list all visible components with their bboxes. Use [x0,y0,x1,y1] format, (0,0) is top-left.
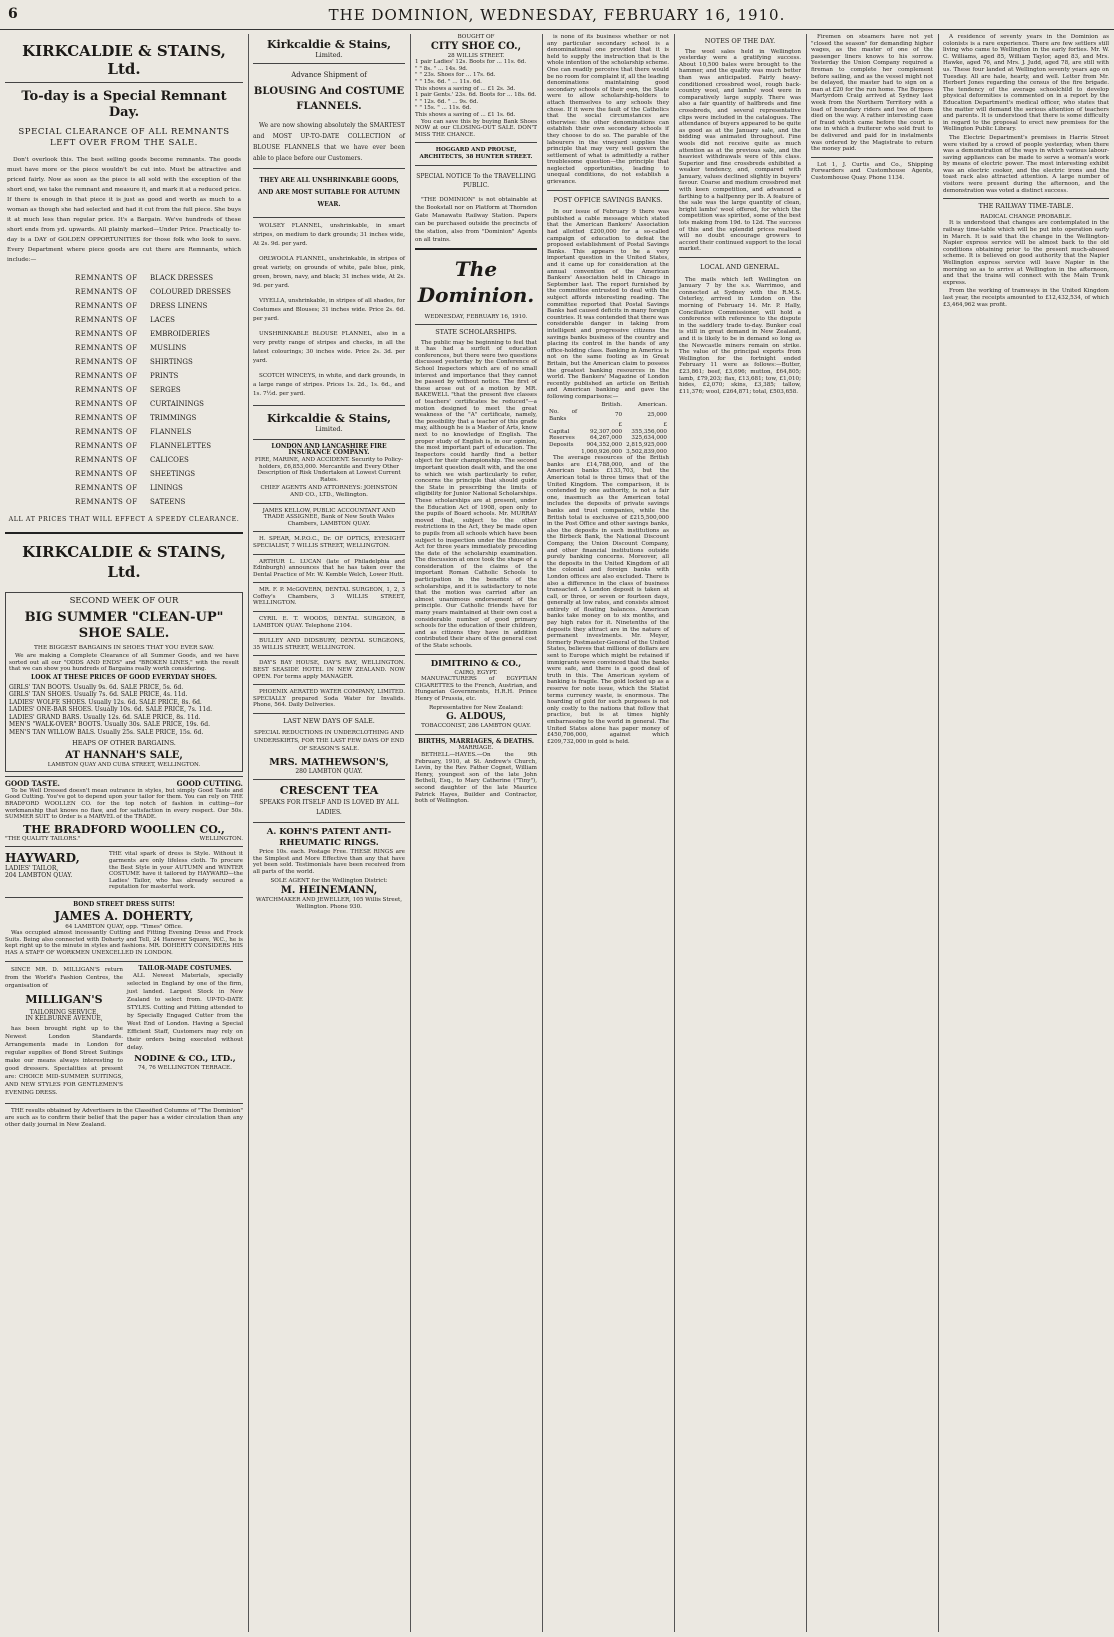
divider [253,611,405,612]
clearance-footer: ALL AT PRICES THAT WILL EFFECT A SPEEDY CLEARANCE. [8,516,240,523]
hayward-ad [5,851,243,893]
remnant-row [75,327,243,341]
hayward-body: THE vital spark of dress is Style. Without it garments are only lifeless cloth. To procure the Best Style in your AUTUMN and WINTER COSTUME have it tailored by HAYWARD—the Ladies' Tailor, who has already secured a reputation for masterful work. [109,851,243,891]
limited-label-2: Limited. [315,425,343,434]
divider [253,713,405,714]
table-row [547,402,669,409]
city-shoe-line: " " 15s. 6d. " ... 11s. 6d. [415,78,482,85]
sale-subtitle: THE BIGGEST BARGAINS IN SHOES THAT YOU EVER SAW. [34,644,214,651]
doherty-name: JAMES A. DOHERTY, [54,908,194,923]
remnant-row [75,369,243,383]
divider [415,142,537,143]
masthead [0,0,1114,30]
crescent-subtitle: SPEAKS FOR ITSELF AND IS LOVED BY ALL LADIES. [259,799,399,817]
doherty-heading: BOND STREET DRESS SUITS! [73,900,175,908]
table-cell: British. [601,402,623,409]
remnant-row [75,411,243,425]
dominion-nameplate: The Dominion. [417,256,535,307]
divider [253,63,405,64]
remnant-day-headline: To-day is a Special Remnant Day. [21,89,227,120]
table-cell [547,422,579,429]
divider [547,190,669,191]
city-shoe-line: This shows a saving of ... £1 2s. 3d. [415,85,516,92]
unshrinkable-note: THEY ARE ALL UNSHRINKABLE GOODS, AND ARE MOST SUITABLE FOR AUTUMN WEAR. [258,177,400,209]
limited-label: Limited. [315,51,343,59]
shoe-price-row: LADIES' GRAND BARS. Usually 12s. 6d. SALE PRICE, 8s. 11d. [9,713,201,721]
remnant-item: FLANNELETTES [150,442,212,450]
article-continued: is none of its business whether or not any particular secondary school is a denominational one provided that it is held to supply the instruction that is the whole intention of the scholarship scheme. One can readily perceive that there would be no room for complaint if, all the leading denominations maintaining good secondary schools of their own, the State were to allow scholarship-holders to attach themselves to any schools they chose. If it were the fault of the Catholics that the social circumstances are otherwise: the other denominations can establish their own secondary schools if they choose to do so. The parable of the labourers in the vineyard supplies the principle that may very well govern the settlement of what is admittedly a rather troublesome question—the principle that neglected opportunities, leading to unequal conditions, do not establish a grievance. [547,34,669,186]
remnant-row [75,495,243,509]
divider [253,531,405,532]
last-new-days: LAST NEW DAYS OF SALE. [283,717,375,725]
remnant-row [75,383,243,397]
table-row [547,435,669,442]
sole-agent-label: SOLE AGENT for the Wellington District: [270,877,388,884]
bradford-tagline-row [5,836,243,843]
classified-results-notice: THE results obtained by Advertisers in the Classified Columns of "The Dominion" are such as to confirm their belief that the paper has a wider circulation than any other daily journal in New Zealand. [5,1107,243,1128]
divider [943,198,1109,199]
remnant-label: REMNANTS OF [75,372,138,380]
table-cell: Reserves [549,435,575,442]
table-row [547,409,669,422]
shoe-price-row: GIRLS' TAN BOOTS. Usually 9s. 6d. SALE PRICE, 5s. 6d. [9,683,184,691]
column-1-advertisements [2,34,246,1632]
bradford-town: WELLINGTON. [199,835,243,842]
special-notice: SPECIAL NOTICE To the TRAVELLING PUBLIC. [416,172,536,189]
shoe-price-row: GIRLS' TAN SHOES. Usually 7s. 6d. SALE PRICE, 4s. 11d. [9,691,188,699]
shoe-price-row: LADIES' WOLFE SHOES. Usually 12s. 6d. SALE PRICE, 8s. 6d. [9,698,202,706]
flannel-item: SCOTCH WINCEYS, in white, and dark grounds, in a large range of stripes. Prices 1s. 2d., 1s. 6d., and 1s. 7½d. per yard. [253,373,405,398]
doherty-address: 64 LAMBTON QUAY, opp. "Times" Office. [65,923,183,930]
divider [253,655,405,656]
city-shoe-line: 1 pair Ladies' 12s. Boots for ... 11s. 6d. [415,59,527,66]
divider [253,168,405,169]
column-rule [806,34,807,1632]
spear-ad: H. SPEAR, M.P.O.C., Dr. OF OPTICS, EYESIGHT SPECIALIST, 7 WILLIS STREET, WELLINGTON. [253,536,405,549]
local-general-body: The mails which left Wellington on January 7 by the s.s. Warrimoo, and connected at Sydney with the R.M.S. Osterley, arrived in London on the morning of February 14. Mr. P. Hally, Conciliation Commissioner, will hold a conference with reference to the dispute in the saddlery trade to-day. Bunker coal is still in great demand in New Zealand, and it is likely to be in demand so long as the Newcastle miners remain on strike. The value of the principal exports from Wellington for the fortnight ended February 11 were as follows:—Butter, £23,861; beef, £3,696; mutton, £64,805; lamb, £79,203; flax, £13,681; tow, £1,010; hides, £2,070; skins, £3,385; tallow, £11,376; wool, £264,871; total, £503,658. [679,276,801,395]
remnant-label: REMNANTS OF [75,414,138,422]
advance-shipment: Advance Shipment of [291,70,367,79]
remnant-item: BLACK DRESSES [150,274,214,282]
railway-headline: THE RAILWAY TIME-TABLE. [978,202,1074,211]
city-shoe-line: 1 pair Gents.' 23s. 6d. Boots for ... 18s. 6d. [415,92,537,99]
remnant-label: REMNANTS OF [75,386,138,394]
milligan-name: MILLIGAN'S [25,992,103,1006]
table-row [547,442,669,449]
special-reductions: SPECIAL REDUCTIONS IN UNDERCLOTHING AND UNDERSKIRTS, FOR THE LAST FEW DAYS OF END OF SEASON'S SALE. [253,729,405,752]
city-shoe-line: " " 8s. " ... 14s. 9d. [415,65,468,72]
divider [5,532,243,534]
table-cell: 904,352,000 [586,442,623,449]
sale-title: BIG SUMMER "CLEAN-UP" SHOE SALE. [24,609,224,641]
city-shoe-line: " " 12s. 6d. " ... 9s. 6d. [415,98,479,105]
column-7-body: A residence of seventy years in the Dominion as colonists is a rare experience. There are few settlers still living who came to Wellington in the early forties. Mr. W. C. Williams, aged 85, William Taylor, aged 83, and Mrs. Hawke, aged 76, and Mrs. J. Judd, aged 78, are still with us. These four landed at Wellington seventy years ago on Tuesday. All are hale, hearty, and well. Letter from Mr. Herbert Jones regarding the census of the fire brigade. The tendency of the average schoolchild to develop physical deformities is commented on in a report by the Education Department's medical officer, who states that the matter will demand the serious attention of teachers and parents. It is understood that there is some difficulty in regard to the proposal to erect new premises for the Wellington Public Library. [943,34,1109,133]
nodine-ad [127,966,243,1099]
remnant-item: TRIMMINGS [150,414,197,422]
table-cell: Deposits [549,442,574,449]
column-rule [410,34,411,1632]
shoe-price-row: MEN'S "WALK-OVER" BOOTS. Usually 30s. SALE PRICE, 19s. 6d. [9,721,210,729]
local-general-headline: LOCAL AND GENERAL. [700,263,780,271]
good-taste-heading: GOOD TASTE. [5,779,60,789]
divider [253,503,405,504]
remnant-item: DRESS LINENS [150,302,208,310]
flannel-item: ORLWOOLA FLANNEL, unshrinkable, in stripes of great variety, on grounds of white, pale blue, pink, green, brown, navy, and black; 31 inches wide, At 2s. 9d. per yard. [253,256,405,290]
remnant-label: REMNANTS OF [75,358,138,366]
column-7-body-2: The Electric Department's premises in Harris Street were visited by a crowd of people yesterday, when there was a demonstration of the ways in which various labour-saving appliances can be made to serve a woman's work by means of electric power. The most interesting exhibit was an electric cooker, and the electric irons and the toast rack also attracted attention. A large number of visitors were present during the afternoon, and the demonstration was voted a distinct success. [943,134,1109,194]
table-cell [547,449,579,456]
dimitrino-body: MANUFACTURERS of EGYPTIAN CIGARETTES to the French, Austrian, and Hungarian Governments, H.R.H. Prince Henry of Prussia, etc. [415,676,537,702]
kirkcaldie-firm-heading: KIRKCALDIE & STAINS, Ltd. [22,42,226,78]
remnant-row [75,341,243,355]
bulley-ad: BULLEY AND DIDSBURY, DENTAL SURGEONS, 35 WILLIS STREET, WELLINGTON. [253,638,405,651]
divider [415,654,537,655]
remnant-label: REMNANTS OF [75,484,138,492]
divider [415,248,537,250]
city-shoe-line: This shows a saving of ... £1 1s. 6d. [415,111,516,118]
remnant-label: REMNANTS OF [75,316,138,324]
remnant-label: REMNANTS OF [75,456,138,464]
aldous-address: TOBACCONIST, 286 LAMBTON QUAY. [421,723,531,730]
flannel-item: VIYELLA, unshrinkable, in stripes of all shades, for Costumes and Blouses; 31 inches wide. Price 2s. 6d. per yard. [253,298,405,323]
divider [5,897,243,898]
hayward-brand [5,851,105,893]
divider [253,217,405,218]
kirkcaldie-stains-heading: Kirkcaldie & Stains, [267,38,391,51]
remnant-row [75,453,243,467]
milligan-subtitle: TAILORING SERVICE, [29,1008,99,1016]
divider [253,405,405,406]
divider [253,633,405,634]
crescent-tea: CRESCENT TEA [279,784,379,798]
good-cutting-heading: GOOD CUTTING. [176,779,243,789]
mathewson-name: MRS. MATHEWSON'S, [269,756,389,768]
hayward-address: 204 LAMBTON QUAY. [5,872,73,879]
shoe-price-list [9,684,239,737]
remnant-item: SERGES [150,386,181,394]
column-6-body: Firemen on steamers have not yet "closed the season" for demanding higher wages, as the master of one of the passenger liners knows to his sorrow. Yesterday the Union Company required a fireman to complete her complement before sailing, and as the vessel might not be delayed, the master had to sign on a man at £20 for the run home. The Burgess Martyrdom Craig arrived at Sydney last week from the Northern Territory with a load of boundary riders and two of them died on the way. A rather interesting case of fraud which came before the court is one in which a fruiterer who sold fruit to be delivered and paid for in instalments was ordered by the Magistrate to return the money paid. [811,34,933,153]
table-cell: 325,634,000 [631,435,667,442]
savings-banks-body: In our issue of February 9 there was published a cable message which stated that the American Bankers' Association had allotted £200,000 for a so-called campaign of education to defeat the proposed establishment of Postal Savings Banks. This appears to be a very important question in the United States, and it came up for consideration at the annual convention of the American Bankers' Association held in Chicago in September last. The report furnished by the committee entrusted to deal with the subject affords interesting reading. The committee reported that Postal Savings Banks had caused deficits in many foreign countries. It was contended that there was considerable danger in taking from intelligent and progressive citizens the savings banks business of the country and placing its control in the hands of any office-holding class. Banking in America is not on the same footing as in Great Britain, but the American claim to possess the greatest banking resources in the world. The Bankers' Magazine of London recently published an article on British and American banking and gave the following comparisons:— [547,209,669,400]
article-body: The public may be beginning to feel that it has had a surfeit of education conferences, but there were two questions discussed yesterday by the Conference of School Inspectors which are of no small interest and importance that they cannot be passed by without notice. The first of these arose out of a motion by MR. BAKEWELL "that the present five classes of teachers' certificates be reduced"—a motion designed to meet the great weakness of the "A" certificate, namely, the possibility that a teacher of this grade may, although he is a Master of Arts, know next to no knowledge of English. The proper study of English is, in our opinion, the most important part of education. The Inspectors could hardly find a better object for their championship. The second important question dealt with, and the one to which we wish particularly to refer, concerns the principle that should guide the State in prescribing the limits of eligibility for Junior National Scholarships. These scholarships are at present, under the Education Act of 1908, open only to the pupils of Board schools. Mr. MURRAY moved that, subject to the other restrictions in the Act, they be made open to pupils from all schools which have been subject to inspection under the Education Act for three years immediately preceding the date of the scholarship examination. The discussion at once took the shape of a consideration of the claims of the important Roman Catholic Schools to participation in the benefits of the scholarships, and it is satisfactory to note that the motion was carried after an almost unanimous endorsement of the principle. Our Catholic friends have for many years maintained at their own cost a considerable number of good primary schools for the education of their children, and as citizens they have in addition contributed their share of the general cost of the State schools. [415,339,537,649]
notes-of-the-day-headline: NOTES OF THE DAY. [704,37,776,45]
table-cell: 3,502,839,000 [626,448,667,455]
flannel-item: WOLSEY FLANNEL, unshrinkable, in smart stripes, on medium to dark grounds; 31 inches wide, At 2s. 9d. per yard. [253,223,405,248]
blousing-intro: We are now showing absolutely the SMARTEST and MOST UP-TO-DATE COLLECTION of BLOUSE FLANNELS that we have ever been able to place before our Customers. [253,122,405,163]
column-5 [676,34,804,1632]
milligan-address: IN KELBURNE AVENUE, [25,1015,103,1023]
sale-body: We are making a Complete Clearance of all Summer Goods, and we have sorted out all our "ODDS AND ENDS" and "BROKEN LINES," with the result that we can show you hundreds of Bargains really worth considering. [9,653,239,673]
column-3 [412,34,540,1632]
chief-agents: CHIEF AGENTS AND ATTORNEYS: JOHNSTON AND CO., LTD., Wellington. [260,485,398,498]
aldous-heading: Representative for New Zealand: [428,704,524,711]
bank-comparison-table [547,402,669,455]
nodine-address: 74, 76 WELLINGTON TERRACE. [138,1065,232,1072]
births-marriages-heading: BIRTHS, MARRIAGES, & DEATHS. [418,737,534,745]
divider [679,257,801,258]
bradford-headings [5,781,243,788]
remnant-item: LININGS [150,484,183,492]
divider [253,582,405,583]
remnant-item: CALICOES [150,456,189,464]
woods-ad: CYRIL E. T. WOODS, DENTAL SURGEON, 8 LAMBTON QUAY. Telephone 2104. [253,616,405,629]
kellow-ad: JAMES KELLOW, PUBLIC ACCOUNTANT AND TRADE ASSIGNEE, Bank of New South Wales Chambers, LAMBTON QUAY. [262,507,396,527]
special-notice-body: "THE DOMINION" is not obtainable at the Bookstall nor on Platform at Thorndon Gate Manawatu Railway Station. Papers can be purchased outside the precincts of the station, also from "Dominion" Agents on all trains. [415,196,537,243]
hoggard-ad: HOGGARD AND PROUSE, ARCHITECTS, 38 HUNTER STREET. [419,147,533,160]
savings-banks-headline: POST OFFICE SAVINGS BANKS. [553,195,663,204]
divider [415,734,537,735]
table-row [547,429,669,436]
remnant-label: REMNANTS OF [75,344,138,352]
kirkcaldie-firm-heading-2: KIRKCALDIE & STAINS, Ltd. [22,542,226,581]
article-headline: STATE SCHOLARSHIPS. [435,328,517,337]
table-row [547,449,669,456]
divider [253,684,405,685]
divider [5,776,243,777]
bradford-firm: THE BRADFORD WOOLLEN CO., [23,822,225,836]
city-shoe-footer: You can save this by buying Bank Shoes NOW at our CLOSING-OUT SALE. DON'T MISS THE CHANCE. [415,118,537,138]
editorial-date: WEDNESDAY, FEBRUARY 16, 1910. [424,313,528,320]
divider [415,165,537,166]
doherty-body: Was occupied almost incessantly Cutting and Fitting Evening Dress and Frock Suits. Being also connected with Doherty and Tell, 24 Hanover Square, W.C., he is kept right up to the minute in styles and fashions. MR. DOHERTY CONSIDERS HIS HAS A STAFF OF WORKMEN UNEXCELLED IN LONDON. [5,930,243,956]
table-row [547,422,669,429]
remnant-list [75,271,243,509]
nodine-body: ALL Newest Materials, specially selected in England by one of the firm, just landed. Largest Stock in New Zealand to select from. UP-TO-DATE STYLES. Cutting and Fitting attended to by Specially Engaged Cutter from the West End of London. Having a Special Efficient Staff, Customers may rely on their orders being executed without delay. [127,973,243,1052]
remnant-row [75,271,243,285]
remnant-item: LACES [150,316,175,324]
phoenix-ad: PHOENIX AERATED WATER COMPANY, LIMITED. SPECIALLY prepared Soda Water for Invalids. Phone, 564. Daily Deliveries. [253,689,405,709]
remnant-row [75,425,243,439]
remnant-body: Don't overlook this. The best selling goods become remnants. The goods must have more or the piece wouldn't be cut into. Must be attractive and priced fairly. Now as soon as the piece is all sold with the exception of the short end, we take the remnant and measure it, and mark it at a reduced price. If there is enough in that piece it is just as good and worth as much to a woman as though she had selected and had it cut from the full piece. She buys it at much less than regular price. It's a Bargain. We've hundreds of these short ends from yd. upwards. All plainly marked—Under Price. Practically to-day is a DAY of GOLDEN OPPORTUNITIES for those folk who look to save. Every Department where piece goods are cut there are Remnants, which include:— [7,157,241,263]
london-lancashire-lines: FIRE, MARINE, AND ACCIDENT. Security to Policy-holders, £6,853,000. Mercantile and Every Other Description of Risk Undertaken at Lowest Current Rates. [254,456,404,483]
remnant-label: REMNANTS OF [75,428,138,436]
city-shoe-name: CITY SHOE CO., [430,40,522,52]
notes-of-the-day-body: The wool sales held in Wellington yesterday were a gratifying success. About 10,500 bales were brought to the hammer, and the quality was much better than was anticipated. Fairly heavy-conditioned crossbred wool, rough back-country wool, and lambs' wool were in comparatively large supply. There was also a fair quantity of halfbreds and fine crossbreds, and several representative clips were included in the catalogues. The attendance of buyers appeared to be quite as good as at the January sale, and the bidding was animated throughout. Fine wools did not receive quite as much attention as at the previous sale, and the heaviest withdrawals were of this class. Superior and fine crossbreds exhibited a weaker tendency, and, compared with January, values declined slightly in buyers' favour. Coarse and medium crossbred met with keen competition, and advanced a farthing to a halfpenny per lb. A feature of the sale was the large quantity of clean, bright lambs' wool offered, for which the competition was spirited, some of the best lots making from 19d. to 12d. The success of this and the splendid prices realised will no doubt encourage growers to accord their continued support to the local market. [679,48,801,253]
heaps-of-bargains: HEAPS OF OTHER BARGAINS. [72,739,176,748]
nodine-name: NODINE & CO., LTD., [134,1054,236,1065]
remnant-label: REMNANTS OF [75,302,138,310]
remnant-label: REMNANTS OF [75,330,138,338]
column-2-advertisements [250,34,408,1632]
remnant-row [75,285,243,299]
city-shoe-address: 28 WILLIS STREET. [447,52,505,59]
flannel-item: UNSHRINKABLE BLOUSE FLANNEL, also in a very pretty range of stripes and checks, in all the latest colourings; 30 inches wide. Price 2s. 3d. per yard. [253,331,405,365]
table-cell: American. [638,402,667,409]
anti-rheumatic-body: Price 10s. each. Postage Free. THESE RINGS are the Simplest and More Effective than any that have yet been sold. Testimonials have been received from all parts of the world. [253,849,405,875]
remnant-row [75,481,243,495]
remnant-item: SHEETINGS [150,470,196,478]
remnant-label: REMNANTS OF [75,400,138,408]
blousing-heading: BLOUSING And COSTUME FLANNELS. [253,86,405,113]
days-bay-ad: DAY'S BAY HOUSE, DAY'S BAY, WELLINGTON. BEST SEASIDE HOTEL IN NEW ZEALAND. NOW OPEN. For terms apply MANAGER. [253,660,405,680]
city-shoe-line: " " 15s. " ... 11s. 6d. [415,105,472,112]
dimitrino-subtitle: CAIRO, EGYPT. [454,669,498,676]
divider [253,554,405,555]
sale-week: SECOND WEEK OF OUR [69,595,179,606]
anti-rheumatic-heading: A. KOHN'S PATENT ANTI-RHEUMATIC RINGS. [266,827,392,849]
remnant-item: SATEENS [150,498,186,506]
remnant-item: CURTAININGS [150,400,204,408]
shipping-ad: Lot 1, J. Curtis and Co., Shipping Forwarders and Customhouse Agents, Customhouse Quay. Phone 1134. [811,161,933,181]
aldous-name: G. ALDOUS, [446,712,506,723]
heinemann-name: M. HEINEMANN, [280,885,378,897]
table-cell: 1,060,926,000 [581,448,623,455]
london-lancashire-heading: LONDON AND LANCASHIRE FIRE INSURANCE COMPANY. [271,442,387,457]
table-cell: 70 [614,412,623,419]
divider [811,157,933,158]
remnant-item: COLOURED DRESSES [150,288,231,296]
remnant-label: REMNANTS OF [75,274,138,282]
bottom-ads-row [5,966,243,1099]
remnant-label: REMNANTS OF [75,470,138,478]
column-7-body-3: From the working of tramways in the United Kingdom last year, the receipts amounted to £12,432,534, of which £3,464,962 was profit. [943,288,1109,308]
milligan-body-2: has been brought right up to the Newest London Standards. Arrangements made in London for regular supplies of Bond Street Suitings make our means always interesting to good dressers. Specialities at present are: CHOICE MID-SUMMER SUITINGS, AND NEW STYLES FOR GENTLEMEN'S EVENING DRESS. [5,1025,123,1096]
milligan-body: SINCE MR. D. MILLIGAN'S return from the World's Fashion Centres, the organisation of [5,966,123,989]
hayward-name: HAYWARD, [5,851,80,866]
kirkcaldie-stains-heading-2: Kirkcaldie & Stains, [267,412,391,426]
savings-banks-body-2: The average resources of the British banks are £14,788,000, and of the American banks £133,703, but the American total is three times that of the United Kingdom. The comparison, it is contended by one authority, is not a fair one, inasmuch as the American total includes the deposits of private savings banks and trust companies, while the British total is exclusive of £215,500,000 in the Post Office and other savings banks, also the deposits in such institutions as the Birbeck Bank, the National Discount Company, the Union Discount Company, and other financial institutions outside purely banking concerns. Moreover, all the deposits in the United Kingdom of all the colonial and foreign banks with London offices are also excluded. There is also a difference in the class of business transacted. A London deposit is taken at call, or three, or seven or fourteen days, generally at low rates, and consists almost entirely of floating balances. American banks take money on to six months, and pay high rates for it. Ninetenths of the deposits they attract are in the nature of permanent investments. Mr. Meyer, formerly Postmaster-General of the United States, believes that millions of dollars are sent to Europe which might be retained if immigrants were convinced that the banks were safe, and there is a good deal of truth in this. The American system of banking is fragile. The gold locked up as a reserve for note issue, which the Statist terms currency waste, is enormous. The hoarding of gold for such purposes is not only costly to the nations that follow that practice, but is at times highly embarrassing to the world in general. The United States alone has paper money of £450,706,000, against which £209,732,000 in gold is held. [547,455,669,745]
heinemann-subtitle: WATCHMAKER AND JEWELLER, 105 Willis Street, Wellington. Phone 930. [255,897,403,910]
lucan-ad: ARTHUR L. LUCAN (late of Philadelphia and Edinburgh) announces that he has taken over the Dental Practice of Mr. W. Kemble Welch, Lower Hutt. [253,558,405,578]
remnant-row [75,299,243,313]
divider [253,779,405,780]
column-4 [544,34,672,1632]
table-cell: Capital [549,428,570,435]
remnant-label: REMNANTS OF [75,498,138,506]
column-6 [808,34,936,1632]
bought-of: BOUGHT OF [457,34,495,40]
divider [5,846,243,847]
remnant-row [75,397,243,411]
price-heading: LOOK AT THESE PRICES OF GOOD EVERYDAY SHOES. [31,673,217,681]
hannah-sale: AT HANNAH'S SALE, [65,749,183,761]
milligan-ad [5,966,123,1099]
column-rule [542,34,543,1632]
mcgovern-ad: MR. F. P. McGOVERN, DENTAL SURGEON, 1, 2, 3 Coffey's Chambers, 3 WILLIS STREET, WELLINGTON. [253,587,405,607]
mathewson-address: 280 LAMBTON QUAY. [295,767,363,775]
page-number: 6 [8,6,18,22]
remnant-row [75,355,243,369]
bradford-tagline: "THE QUALITY TAILORS." [5,835,81,842]
divider [5,1103,243,1104]
remnant-row [75,467,243,481]
table-cell: No. of Banks [549,409,578,422]
nodine-heading: TAILOR-MADE COSTUMES. [138,964,232,972]
table-cell: £ [663,422,667,429]
bradford-body: To be Well Dressed doesn't mean outrance in styles, but simply Good Taste and Good Cutting. You've got to depend upon your tailor for them. You can rely on THE BRADFORD WOOLLEN CO. for the top notch of fashion in cutting—for workmanship that knows no flaw, and for satisfaction in every respect. Our 50s. SUMMER SUIT to Order is a MARVEL of the TRADE. [5,787,243,821]
column-rule [674,34,675,1632]
railway-body: It is understood that changes are contemplated in the railway time-table which will be put into operation early in March. It is said that the change in the Wellington-Napier express service will be almost back to the old conditions obtaining prior to the present much-abused scheme. It is believed on good authority that the Napier Wellington express service will leave Napier in the morning so as to arrive at Wellington in the afternoon, and that the trains will connect with the Main Trunk express. [943,220,1109,286]
table-cell: 64,267,000 [590,435,623,442]
hannah-address: LAMBTON QUAY AND CUBA STREET, WELLINGTON. [47,761,201,768]
remnant-label: REMNANTS OF [75,288,138,296]
city-shoe-line: " " 23s. Shoes for ... 17s. 6d. [415,72,496,79]
remnant-row [75,313,243,327]
divider [253,439,405,440]
marriage-notice: BETHELL—HAYES.—On the 9th February, 1910, at St. Andrew's Church, Levin, by the Rev. Father Cognet, William Henry, youngest son of the late John Bethell, Esq., to Mary Catherine ("Tiny"), second daughter of the late Maurice Patrick Hayes, Builder and Contractor, both of Wellington. [415,751,537,805]
shoe-price-row: MEN'S TAN WILLOW BALS. Usually 25s. SALE PRICE, 15s. 6d. [9,728,204,736]
table-cell: 92,307,000 [590,428,623,435]
remnant-item: PRINTS [150,372,179,380]
marriage-heading: MARRIAGE. [458,745,494,752]
flannel-item-list [253,222,405,399]
remnant-item: FLANNELS [150,428,192,436]
column-rule [938,34,939,1632]
divider [5,961,243,962]
table-cell: 25,000 [647,412,667,419]
table-cell: 355,356,000 [631,428,667,435]
remnant-item: EMBROIDERIES [150,330,210,338]
remnant-item: MUSLINS [150,344,187,352]
table-cell [547,402,579,409]
hayward-subtitle: LADIES' TAILOR, [5,865,59,873]
clearance-subhead: SPECIAL CLEARANCE OF ALL REMNANTS LEFT OVER FROM THE SALE. [18,127,230,148]
divider [253,822,405,823]
remnant-row [75,439,243,453]
divider [415,324,537,325]
dimitrino-name: DIMITRINO & CO., [430,658,522,669]
column-7 [940,34,1112,1632]
shoe-price-row: LADIES' ONE-BAR SHOES. Usually 10s. 6d. SALE PRICE, 7s. 11d. [9,706,212,714]
railway-subhead: RADICAL CHANGE PROBABLE. [980,213,1072,220]
city-shoe-price-lines [415,59,537,118]
remnant-item: SHIRTINGS [150,358,193,366]
column-rule [248,34,249,1632]
table-cell: £ [618,422,623,429]
table-cell: 2,815,925,000 [626,442,667,449]
masthead-title: THE DOMINION, WEDNESDAY, FEBRUARY 16, 1910. [328,6,786,24]
shoe-sale-ad [5,592,243,773]
divider [5,82,243,83]
remnant-label: REMNANTS OF [75,442,138,450]
